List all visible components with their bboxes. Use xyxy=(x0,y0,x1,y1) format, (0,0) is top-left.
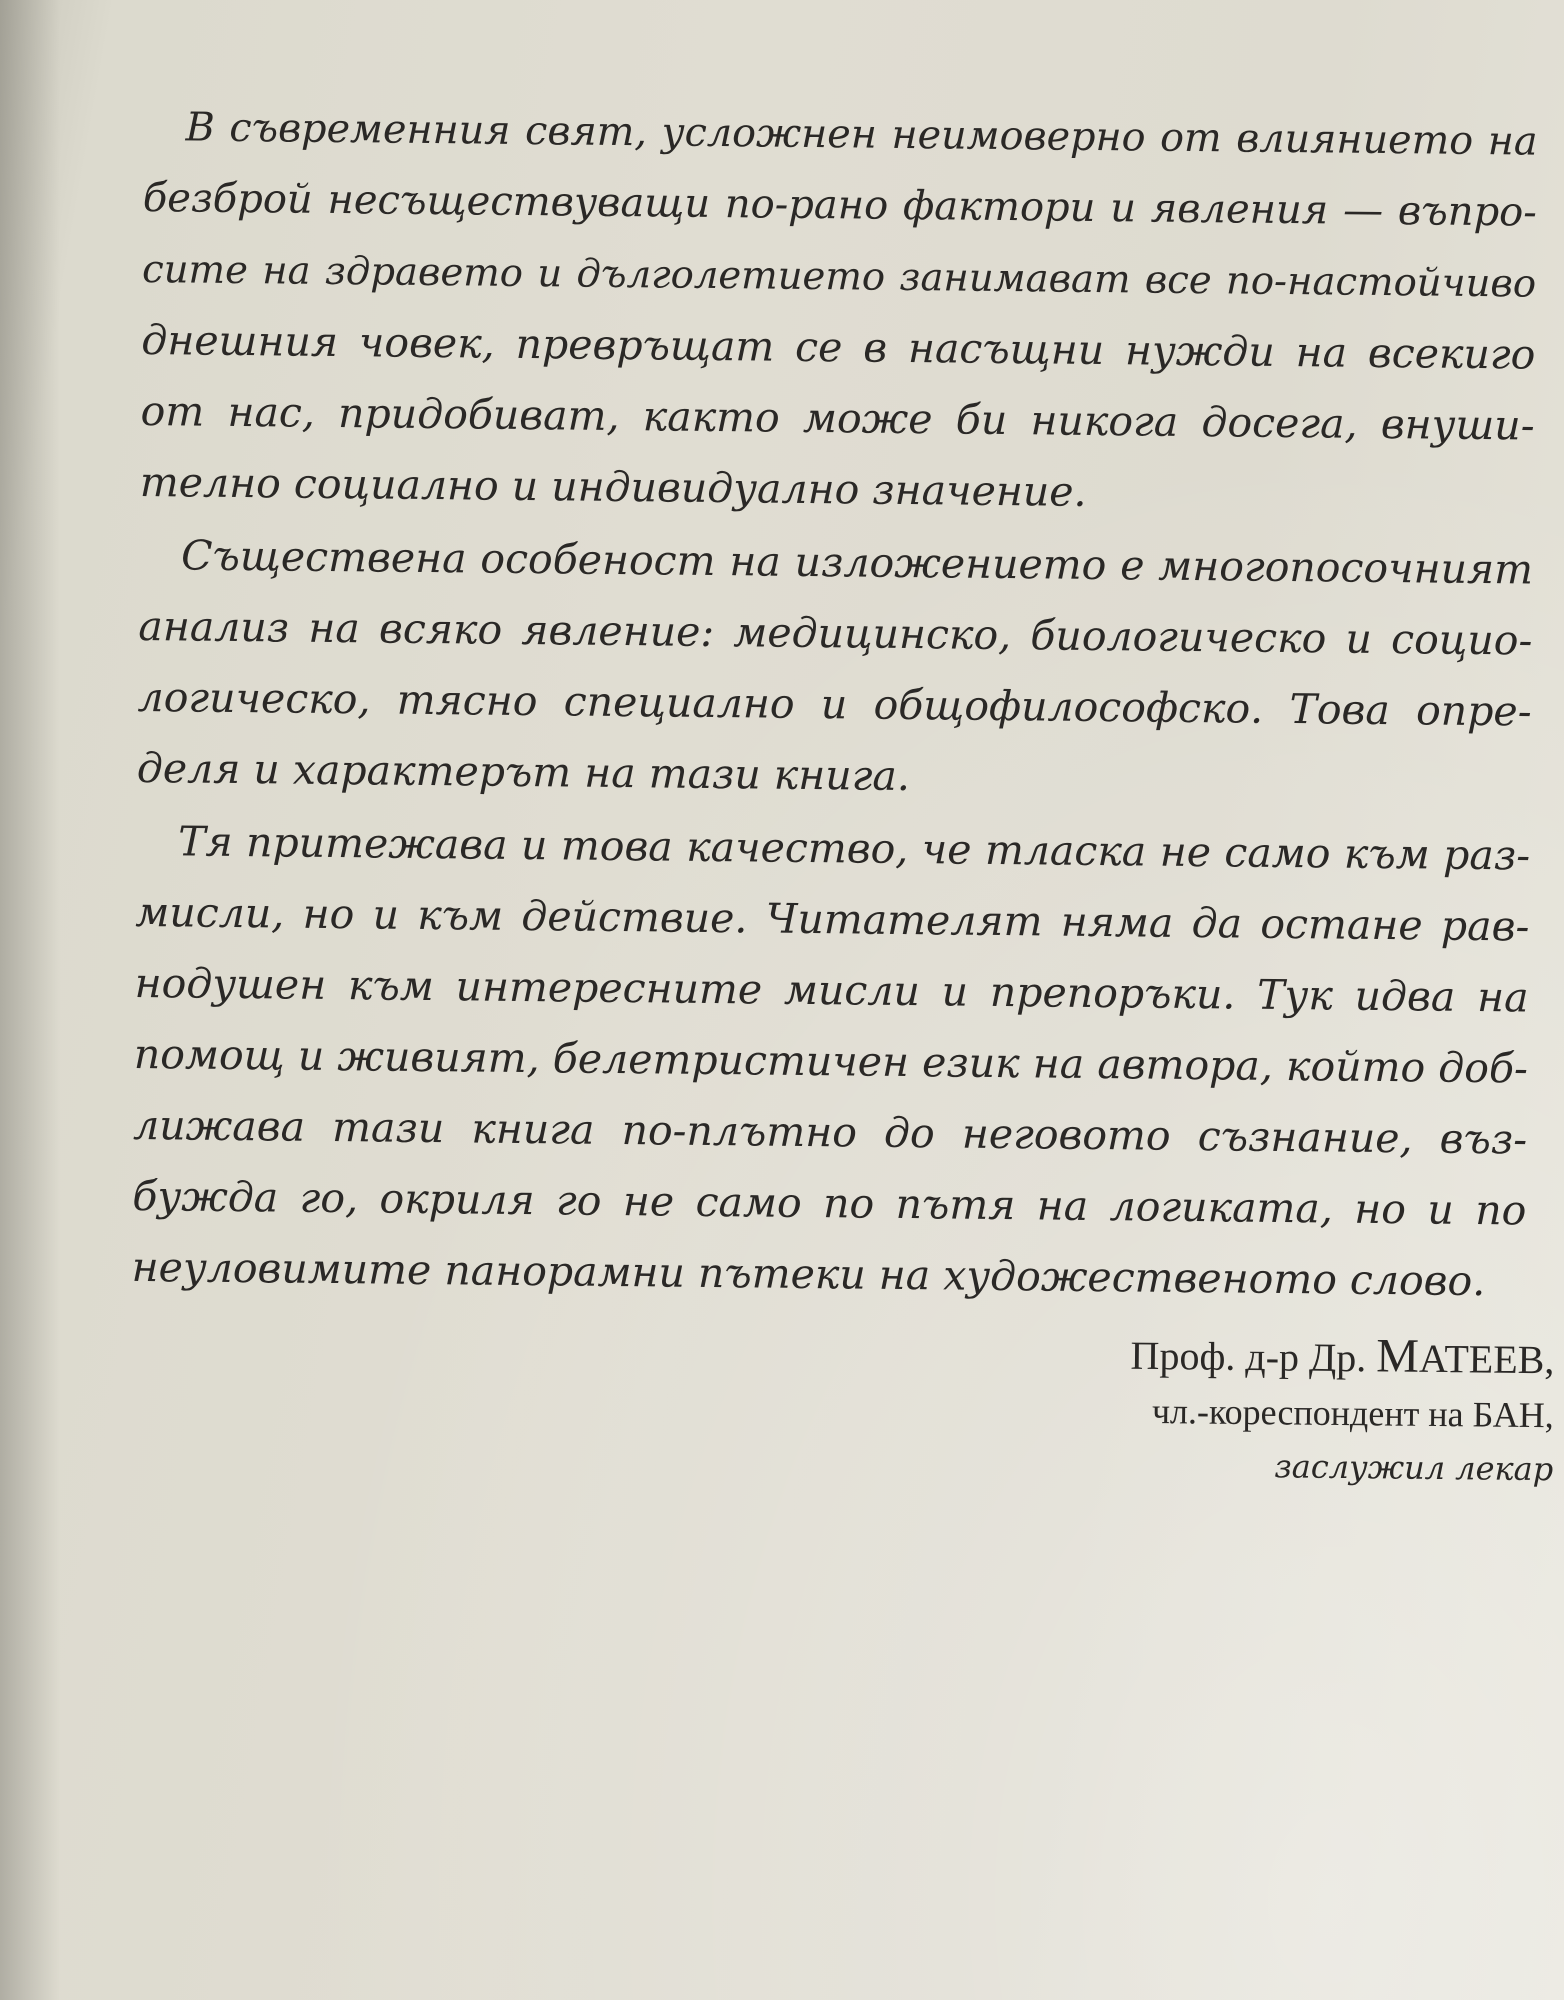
author-name-prefix: Проф. д-р Др. xyxy=(1130,1332,1377,1381)
author-name-initial: М xyxy=(1376,1329,1420,1383)
author-name-rest: АТЕЕВ, xyxy=(1418,1335,1555,1383)
paragraph-1 xyxy=(140,92,1544,533)
text-line: анализ на всяко явление: медицинско, биологическо и социо- xyxy=(138,601,1533,665)
paragraph-2 xyxy=(137,520,1540,819)
paragraph-3 xyxy=(131,806,1536,1318)
text-line: сите на здравето и дълголетието занимават все по-настойчиво xyxy=(141,246,1537,307)
author-name xyxy=(1130,1326,1554,1388)
text-line: деля и характерът на тази книга. xyxy=(136,743,911,801)
text-line: от нас, придобиват, както може би никога досега, внуши- xyxy=(140,386,1535,450)
text-line: неуловимите панорамни пътеки на художественото слово. xyxy=(131,1242,1486,1306)
text-line: нодушен към интересните мисли и препоръки. Тук идва на xyxy=(134,958,1529,1022)
author-honor: заслужил лекар xyxy=(1274,1447,1554,1489)
text-line: Съществена особеност на изложението е многопосочният xyxy=(180,531,1534,594)
text-line: В съвременния свят, усложнен неимоверно от влиянието на xyxy=(185,104,1538,165)
text-line: лижава тази книга по-плътно до неговото съзнание, въз- xyxy=(132,1100,1528,1164)
text-line: телно социално и индивидуално значение. xyxy=(139,457,1087,516)
text-line: мисли, но и към действие. Читателят няма да остане рав- xyxy=(135,887,1530,951)
text-line: помощ и живият, белетристичен език на автора, който доб- xyxy=(133,1029,1529,1093)
signature-block xyxy=(1129,1326,1555,1496)
text-line: днешния човек, превръщат се в насъщни нужди на всекиго xyxy=(141,315,1536,379)
text-line: логическо, тясно специално и общофилософско. Това опре- xyxy=(137,672,1532,736)
text-line: бужда го, окриля го не само по пътя на логиката, но и по xyxy=(132,1171,1527,1235)
text-line: безброй несъществуващи по-рано фактори и явления — въпро- xyxy=(142,174,1538,236)
spine-shadow xyxy=(0,0,60,2000)
author-title: чл.-кореспондент на БАН, xyxy=(1151,1391,1555,1436)
text-line: Тя притежава и това качество, че тласка не само към раз- xyxy=(177,817,1531,880)
body-text xyxy=(131,92,1544,1318)
